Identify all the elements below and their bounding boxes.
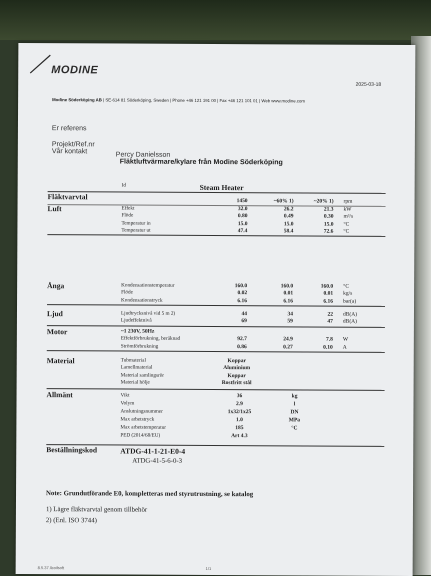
- company-logo: MODINE: [51, 64, 99, 77]
- row-label: Vikt: [120, 392, 130, 399]
- row-value: 0.80: [237, 213, 248, 220]
- row-value: 72.6: [323, 228, 334, 235]
- row-unit: MPa: [288, 417, 301, 424]
- section-title: Luft: [47, 204, 62, 214]
- section-title: Ånga: [47, 281, 65, 291]
- row-unit: kg: [291, 393, 298, 400]
- row-value: Aluminium: [223, 365, 251, 372]
- order-code-label: Beställningskod: [46, 445, 98, 455]
- row-value: 0.30: [323, 213, 334, 220]
- row-value: 47.4: [237, 228, 248, 235]
- row-label: Effektförbrukning, beräknad: [120, 335, 181, 343]
- section-title: Allmänt: [46, 390, 73, 400]
- row-label: Max arbetstemperatur: [120, 424, 167, 431]
- row-value: Art 4.3: [231, 433, 248, 440]
- row-label: Material hölje: [120, 379, 150, 386]
- row-value: 0.01: [323, 290, 334, 297]
- row-unit: kW: [343, 206, 352, 213]
- company-details: | SE-614 81 Söderköping, Sweden | Phone +46 121 191 00 | Fax +46 121 101 01 | Web www.modine.com: [103, 97, 305, 104]
- row-value: 6.16: [323, 298, 334, 305]
- row-value: 1x32/1x25: [227, 409, 252, 416]
- row-label: Ljudeffektnivå: [120, 317, 152, 324]
- row-unit: m³/s: [343, 213, 354, 221]
- rule: [47, 350, 385, 353]
- row-value: 1.0: [235, 417, 243, 424]
- section-title: Motor: [46, 327, 68, 337]
- document-date: 2025-03-18: [355, 81, 382, 88]
- row-value: 160.0: [280, 283, 294, 290]
- row-value: 0.01: [283, 290, 294, 297]
- row-label: Flöde: [121, 212, 134, 219]
- order-code-2: ATDG-41-5-6-0-3: [132, 457, 183, 465]
- footer-version: 8.5.37.0: [37, 565, 53, 571]
- row-value: 26.2: [283, 206, 294, 213]
- var-kontakt-label: Vår kontakt: [51, 148, 88, 156]
- row-label: PED (2014/68/EU): [120, 432, 161, 439]
- company-line: [52, 97, 305, 103]
- row-value: 0.49: [283, 213, 294, 220]
- row-value: 6.16: [283, 297, 294, 304]
- row-unit: kg/s: [343, 290, 353, 298]
- row-value: Koppar: [227, 372, 246, 379]
- row-value: 2.9: [236, 401, 243, 408]
- row-value: 32.0: [237, 206, 248, 213]
- row-value: 15.0: [237, 220, 248, 227]
- row-unit: l: [293, 401, 296, 408]
- row-value: 69: [241, 318, 247, 325]
- row-label: Volym: [120, 400, 135, 407]
- row-value: 92.7: [237, 336, 247, 343]
- section-fan-speed: Fläktvarvtal: [47, 192, 88, 202]
- row-value: 0.02: [237, 290, 248, 297]
- row-value: 58.4: [283, 228, 294, 235]
- row-label: Anslutningsnummer: [120, 408, 163, 415]
- row-label: Ljudtrycksnivå vid 5 m 2): [120, 310, 176, 317]
- section-title: Material: [46, 356, 75, 366]
- col-header-unit: rpm: [343, 198, 353, 205]
- row-unit: °C: [343, 228, 350, 235]
- row-value: 0.10: [323, 344, 333, 351]
- row-unit: °C: [291, 425, 298, 432]
- row-label: Max arbetstryck: [120, 416, 155, 423]
- row-label: Temperatur ut: [121, 227, 151, 234]
- footer-page: 1/1: [205, 565, 212, 571]
- row-label: Kondensationstemperatur: [121, 282, 175, 289]
- rule: [47, 388, 385, 391]
- row-value: 15.0: [323, 221, 334, 228]
- row-value: Koppar: [227, 358, 246, 365]
- row-label: Effekt: [121, 205, 135, 212]
- company-name: Modine Söderköping AB: [52, 97, 102, 103]
- row-value: 0.27: [283, 343, 293, 350]
- col-header-1: 1450: [236, 198, 248, 205]
- background-top: [0, 0, 431, 40]
- contact-name: Percy Danielsson: [115, 151, 171, 159]
- row-unit: bar(a): [343, 298, 357, 305]
- row-label: Flöde: [121, 289, 133, 296]
- row-value: 34: [287, 311, 293, 318]
- row-value: 160.0: [320, 283, 334, 290]
- row-value: 0.86: [237, 343, 247, 350]
- row-unit: °C: [343, 221, 350, 228]
- row-value: 6.16: [237, 297, 248, 304]
- footer-software: coilsoft: [51, 565, 65, 571]
- datasheet-page: [16, 43, 416, 576]
- note: Note: Grundutförande E0, kompletteras med styrutrustning, se katalog: [46, 490, 254, 499]
- row-label: ~1 230V, 50Hz: [120, 328, 155, 335]
- footnote-2: 2) (Enl. ISO 3744): [45, 517, 97, 525]
- row-value: Rostfritt stål: [221, 379, 252, 387]
- footnote-1: 1) Lägre fläktvarvtal genom tillbehör: [45, 506, 148, 514]
- row-unit: DN: [290, 409, 299, 416]
- row-value: 44: [241, 311, 247, 318]
- row-value: 24.9: [283, 336, 293, 343]
- row-value: 160.0: [234, 283, 248, 290]
- row-value: 36: [236, 393, 243, 400]
- document-title: Fläktluftvärmare/kylare från Modine Söderköping: [119, 158, 283, 167]
- row-value: 59: [287, 318, 293, 325]
- col-header-3: ~20% 1): [313, 198, 334, 205]
- row-label: Material samlingsrör: [120, 372, 165, 379]
- row-value: 185: [235, 425, 244, 432]
- col-header-2: ~60% 1): [273, 198, 294, 205]
- row-unit: W: [342, 336, 349, 343]
- rule: [47, 304, 385, 307]
- row-value: 7.8: [325, 336, 333, 343]
- row-unit: A: [342, 344, 347, 351]
- row-value: 22: [327, 311, 333, 318]
- section-title: Ljud: [46, 309, 63, 319]
- rule: [48, 191, 386, 194]
- order-code-1: ATDG-41-1-21-E0-4: [120, 446, 186, 456]
- row-value: 47: [327, 318, 333, 325]
- row-unit: dB(A): [342, 318, 358, 326]
- row-unit: dB(A): [342, 311, 358, 318]
- row-label: Strömförbrukning: [120, 343, 159, 350]
- row-label: Temperatur in: [121, 220, 151, 227]
- rule: [48, 204, 386, 207]
- projekt-label: Projekt/Ref.nr: [51, 141, 95, 149]
- row-label: Tubmaterial: [120, 357, 146, 364]
- rule: [47, 325, 385, 328]
- rule: [47, 234, 385, 237]
- id-label: Id: [121, 182, 126, 189]
- product-name: Steam Heater: [199, 182, 244, 193]
- row-label: Lamellmaterial: [120, 364, 153, 371]
- row-value: 15.0: [283, 220, 294, 228]
- row-value: 21.3: [323, 206, 334, 213]
- row-unit: °C: [343, 283, 350, 290]
- row-label: Kondensationstryck: [121, 297, 163, 304]
- er-referens-label: Er referens: [51, 125, 87, 133]
